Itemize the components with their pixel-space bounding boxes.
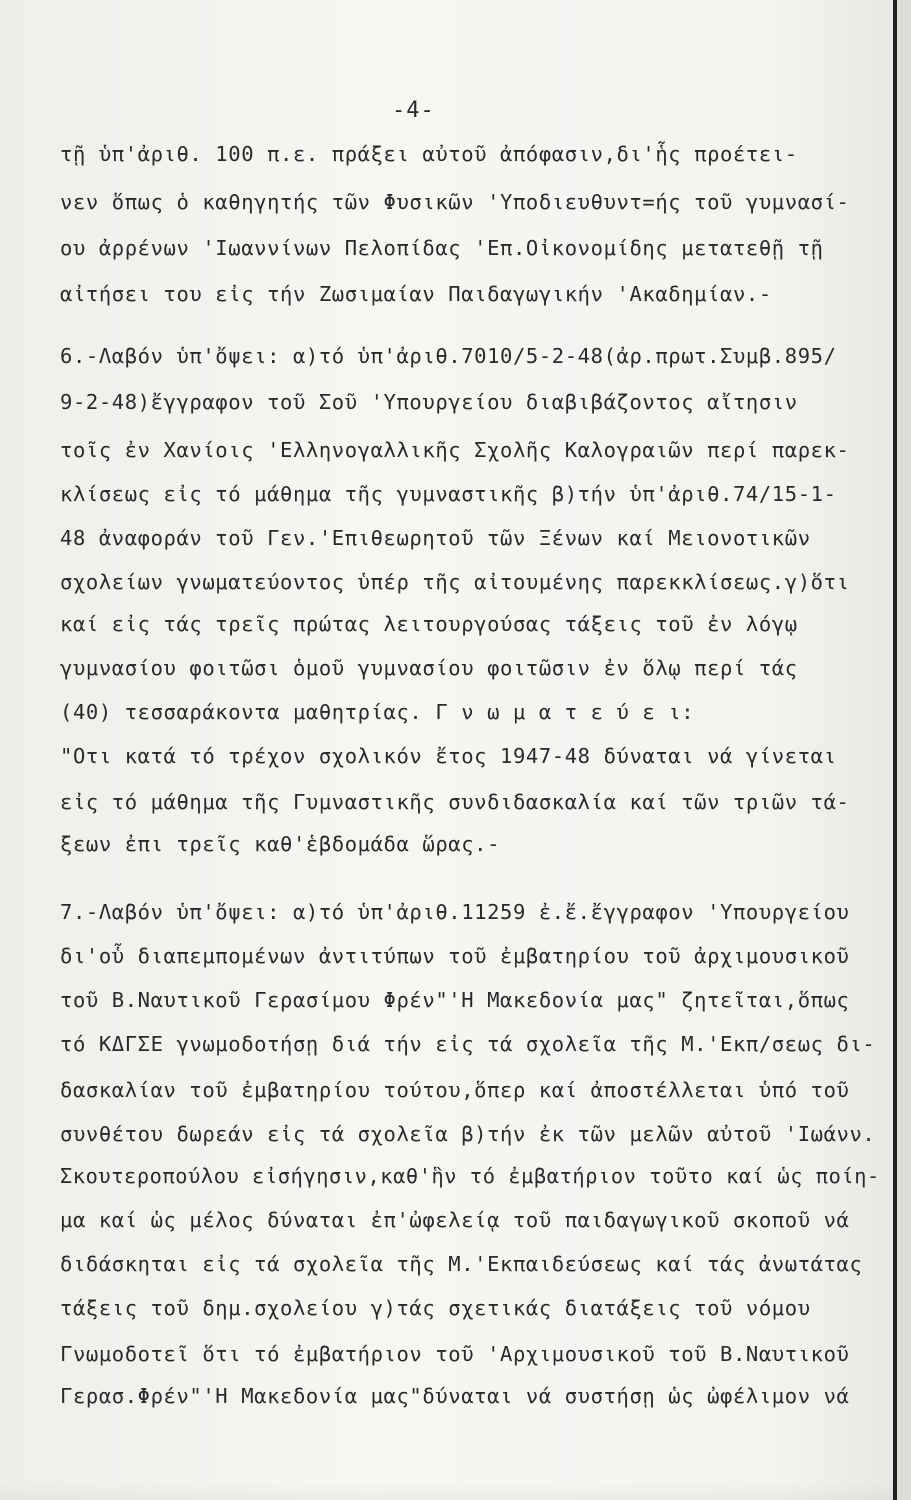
text-line: καί εἰς τάς τρεῖς πρώτας λειτουργούσας τάξεις τοῦ ἐν λόγῳ [60, 612, 798, 636]
text-line: τῇ ὑπ'ἀριθ. 100 π.ε. πράξει αὐτοῦ ἀπόφασιν,δι'ἧς προέτει- [60, 142, 798, 166]
text-line: τό ΚΔΓΣΕ γνωμοδοτήσῃ διά τήν εἰς τά σχολεῖα τῆς Μ.'Εκπ/σεως δι- [60, 1032, 876, 1056]
text-line: 6.-Λαβόν ὑπ'ὄψει: α)τό ὑπ'ἀριθ.7010/5-2-48(ἀρ.πρωτ.Συμβ.895/ [60, 344, 837, 368]
text-line: μα καί ὡς μέλος δύναται ἐπ'ὠφελείᾳ τοῦ παιδαγωγικοῦ σκοποῦ νά [60, 1208, 850, 1232]
text-line: (40) τεσσαράκοντα μαθητρίας. Γ ν ω μ α τ ε ύ ε ι: [60, 700, 695, 724]
text-line: ου ἀρρένων 'Ιωαννίνων Πελοπίδας 'Επ.Οἰκονομίδης μετατεθῇ τῇ [60, 236, 824, 260]
text-line: Σκουτεροπούλου εἰσήγησιν,καθ'ἣν τό ἐμβατήριον τοῦτο καί ὡς ποίη- [60, 1164, 880, 1188]
text-line: 7.-Λαβόν ὑπ'ὄψει: α)τό ὑπ'ἀριθ.11259 ἐ.ἔ.ἔγγραφον 'Υπουργείου [60, 900, 850, 924]
text-line: εἰς τό μάθημα τῆς Γυμναστικῆς συνδιδασκαλία καί τῶν τριῶν τά- [60, 790, 850, 814]
text-line: διδάσκηται εἰς τά σχολεῖα τῆς Μ.'Εκπαιδεύσεως καί τάς ἀνωτάτας [60, 1252, 863, 1276]
text-line: ξεων ἐπι τρεῖς καθ'ἑβδομάδα ὥρας.- [60, 832, 501, 856]
page-edge-margin [897, 0, 911, 1500]
page-bottom-shadow [0, 1482, 893, 1500]
text-line: σχολείων γνωματεύοντος ὑπέρ τῆς αἰτουμένης παρεκκλίσεως.γ)ὅτι [60, 570, 850, 594]
text-line: Γνωμοδοτεῖ ὅτι τό ἐμβατήριον τοῦ 'Αρχιμουσικοῦ τοῦ Β.Ναυτικοῦ [60, 1342, 850, 1366]
page-number: -4- [392, 98, 435, 123]
text-line: 48 ἀναφοράν τοῦ Γεν.'Επιθεωρητοῦ τῶν Ξένων καί Μειονοτικῶν [60, 526, 811, 550]
text-line: κλίσεως εἰς τό μάθημα τῆς γυμναστικῆς β)τήν ὑπ'ἀριθ.74/15-1- [60, 482, 837, 506]
text-line: τοῖς ἐν Χανίοις 'Ελληνογαλλικῆς Σχολῆς Καλογραιῶν περί παρεκ- [60, 438, 850, 462]
text-line: τοῦ Β.Ναυτικοῦ Γερασίμου Φρέν"'Η Μακεδονία μας" ζητεῖται,ὅπως [60, 988, 850, 1012]
text-line: αἰτήσει του εἰς τήν Ζωσιμαίαν Παιδαγωγικήν 'Ακαδημίαν.- [60, 282, 772, 306]
text-line: 9-2-48)ἔγγραφον τοῦ Σοῦ 'Υπουργείου διαβιβάζοντος αἴτησιν [60, 390, 798, 414]
text-line: δι'οὗ διαπεμπομένων ἀντιτύπων τοῦ ἐμβατηρίου τοῦ ἀρχιμουσικοῦ [60, 944, 850, 968]
text-line: νεν ὅπως ὁ καθηγητής τῶν Φυσικῶν 'Υποδιευθυντ=ής τοῦ γυμνασί- [60, 190, 850, 214]
text-line: τάξεις τοῦ δημ.σχολείου γ)τάς σχετικάς διατάξεις τοῦ νόμου [60, 1296, 811, 1320]
text-line: Γερασ.Φρέν"'Η Μακεδονία μας"δύναται νά συστήσῃ ὡς ὠφέλιμον νά [60, 1384, 850, 1408]
text-line: συνθέτου δωρεάν εἰς τά σχολεῖα β)τήν ἐκ τῶν μελῶν αὐτοῦ 'Ιωάνν. [60, 1122, 876, 1146]
text-line: "Οτι κατά τό τρέχον σχολικόν ἔτος 1947-48 δύναται νά γίνεται [60, 744, 837, 768]
text-line: γυμνασίου φοιτῶσι ὁμοῦ γυμνασίου φοιτῶσιν ἐν ὅλῳ περί τάς [60, 656, 798, 680]
text-line: δασκαλίαν τοῦ ἐμβατηρίου τούτου,ὅπερ καί ἀποστέλλεται ὑπό τοῦ [60, 1078, 850, 1102]
